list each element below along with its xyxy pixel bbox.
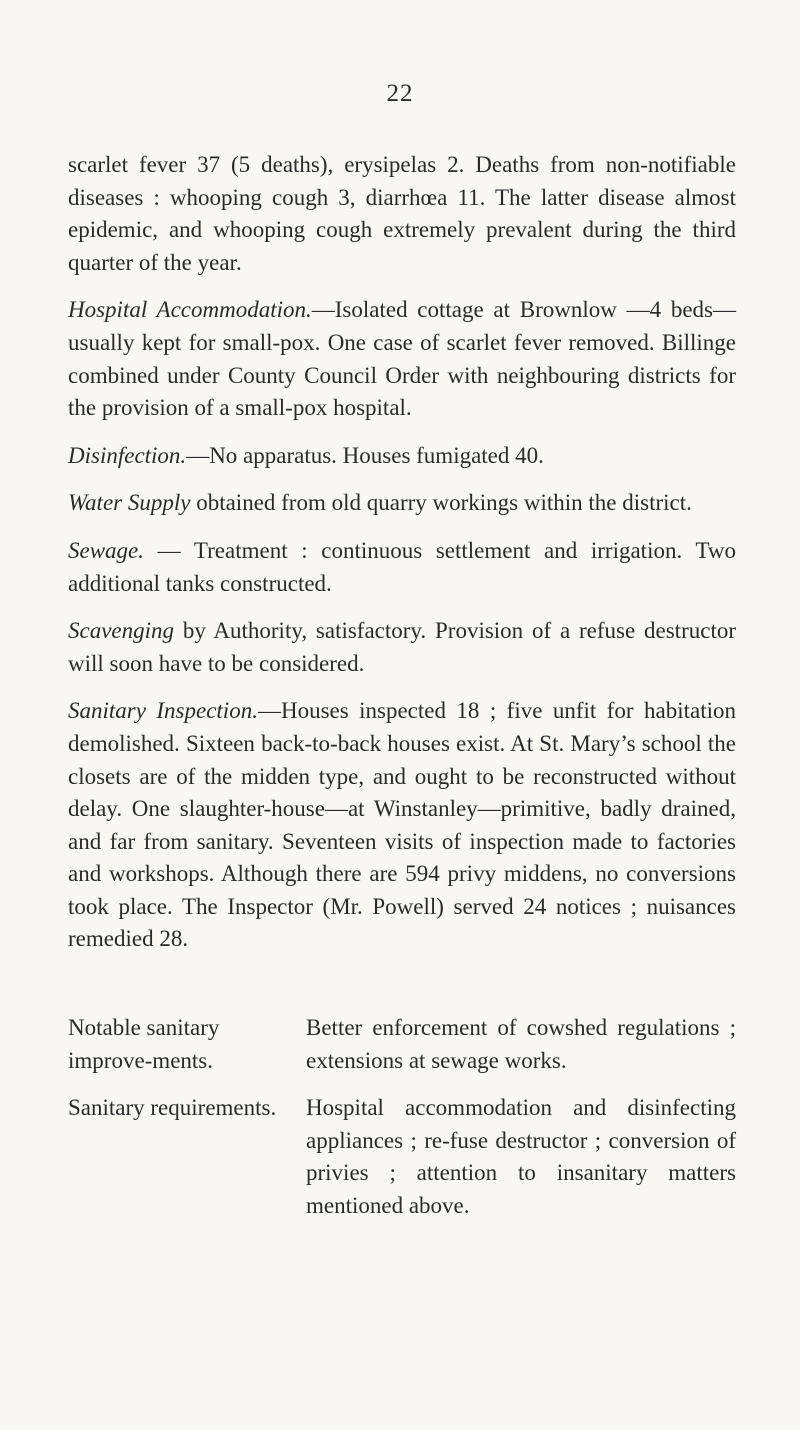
paragraph-scavenging	[68, 615, 736, 680]
paragraph-text: —No apparatus. Houses fumigated 40.	[186, 442, 544, 468]
row-value: Hospital accommodation and disinfecting appliances ; re-fuse destructor ; conversion of privies ; attention to insanitary matters mentioned above.	[306, 1095, 736, 1218]
paragraph-text: by Authority, satisfactory. Provision of a refuse destructor will soon have to be considered.	[68, 618, 736, 676]
paragraph-text: obtained from old quarry workings within the district.	[190, 490, 692, 516]
paragraph-notifiable-diseases	[68, 149, 736, 279]
summary-table	[68, 1012, 736, 1238]
paragraph-text: scarlet fever 37 (5 deaths), erysipelas 2. Deaths from non-notifiable diseases : whooping cough 3, diarrhœa 11. The latter disease almost epidemic, and whooping cough extremely prevalent during the third quarter of the year.	[68, 152, 736, 275]
table-row	[68, 1012, 736, 1077]
paragraph-text: —Houses inspected 18 ; five unfit for habitation demolished. Sixteen back-to-back houses exist. At St. Mary’s school the closets are of the midden type, and ought to be reconstructed without delay. One slaughter-house—at Winstanley—primitive, badly drained, and far from sanitary. Seventeen visits of inspection made to factories and workshops. Although there are 594 privy middens, no conversions took place. The Inspector (Mr. Powell) served 24 notices ; nuisances remedied 28.	[68, 698, 737, 952]
section-heading: Sewage.	[68, 537, 145, 563]
report-body	[68, 149, 736, 971]
row-label: Notable sanitary improve-ments.	[68, 1015, 220, 1073]
table-row	[68, 1092, 736, 1222]
row-label: Sanitary requirements.	[68, 1095, 277, 1121]
paragraph-sewage	[68, 535, 736, 600]
paragraph-text: — Treatment : continuous settlement and irrigation. Two additional tanks constructed.	[68, 537, 736, 596]
row-value: Better enforcement of cowshed regulations ; extensions at sewage works.	[306, 1015, 736, 1073]
section-heading: Disinfection.	[68, 442, 187, 468]
paragraph-sanitary-inspection	[68, 695, 736, 956]
section-heading: Sanitary Inspection.	[68, 698, 258, 724]
section-heading: Scavenging	[68, 618, 175, 644]
paragraph-text: —Isolated cottage at Brownlow —4 beds—usually kept for small-pox. One case of scarlet fever removed. Billinge combined under County Council Order with neighbouring districts for the provision of a small-pox hospital.	[68, 297, 736, 421]
paragraph-disinfection	[68, 440, 736, 473]
paragraph-hospital-accommodation	[68, 294, 736, 424]
paragraph-water-supply	[68, 487, 736, 520]
section-heading: Water Supply	[68, 490, 191, 516]
page-number: 22	[386, 80, 414, 107]
section-heading: Hospital Accommodation.	[68, 297, 312, 323]
